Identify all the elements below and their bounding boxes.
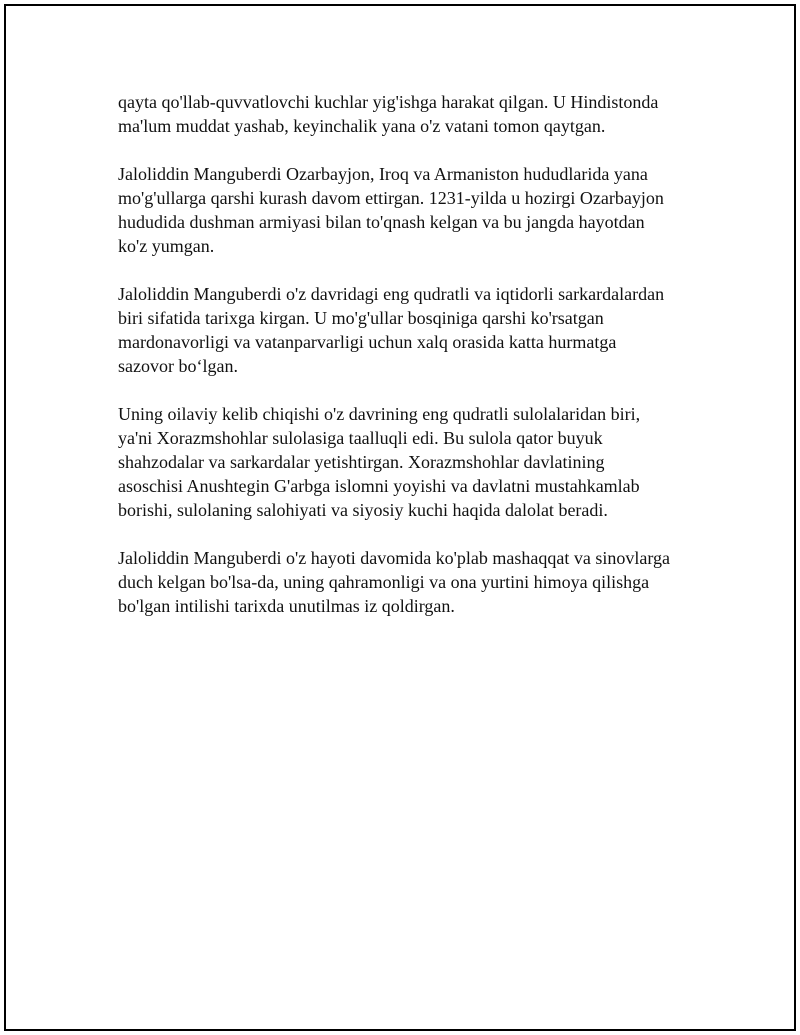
paragraph: Jaloliddin Manguberdi o'z hayoti davomida ko'plab mashaqqat va sinovlarga duch kelgan bo'lsa-da, uning qahramonligi va ona yurtini himoya qilishga bo'lgan intilishi tarixda unutilmas iz qoldirgan.: [118, 548, 671, 616]
document-body: [118, 90, 708, 642]
paragraph: qayta qo'llab-quvvatlovchi kuchlar yig'ishga harakat qilgan. U Hindistonda ma'lum muddat yashab, keyinchalik yana o'z vatani tomon qaytgan.: [118, 92, 659, 136]
paragraph: Uning oilaviy kelib chiqishi o'z davrining eng qudratli sulolalaridan biri, ya'ni Xorazmshohlar sulolasiga taalluqli edi. Bu sulola qator buyuk shahzodalar va sarkardalar yetishtirgan. Xorazmshohlar davlatining asoschisi Anushtegin G'arbga islomni yoyishi va davlatni mustahkamlab borishi, sulolaning salohiyati va siyosiy kuchi haqida dalolat beradi.: [118, 404, 641, 520]
paragraph: Jaloliddin Manguberdi Ozarbayjon, Iroq va Armaniston hududlarida yana mo'g'ullarga qarshi kurash davom ettirgan. 1231-yilda u hozirgi Ozarbayjon hududida dushman armiyasi bilan to'qnash kelgan va bu jangda hayotdan ko'z yumgan.: [118, 164, 664, 256]
paragraph: Jaloliddin Manguberdi o'z davridagi eng qudratli va iqtidorli sarkardalardan biri sifatida tarixga kirgan. U mo'g'ullar bosqiniga qarshi ko'rsatgan mardonavorligi va vatanparvarligi uchun xalq orasida katta hurmatga sazovor bo‘lgan.: [118, 284, 665, 376]
